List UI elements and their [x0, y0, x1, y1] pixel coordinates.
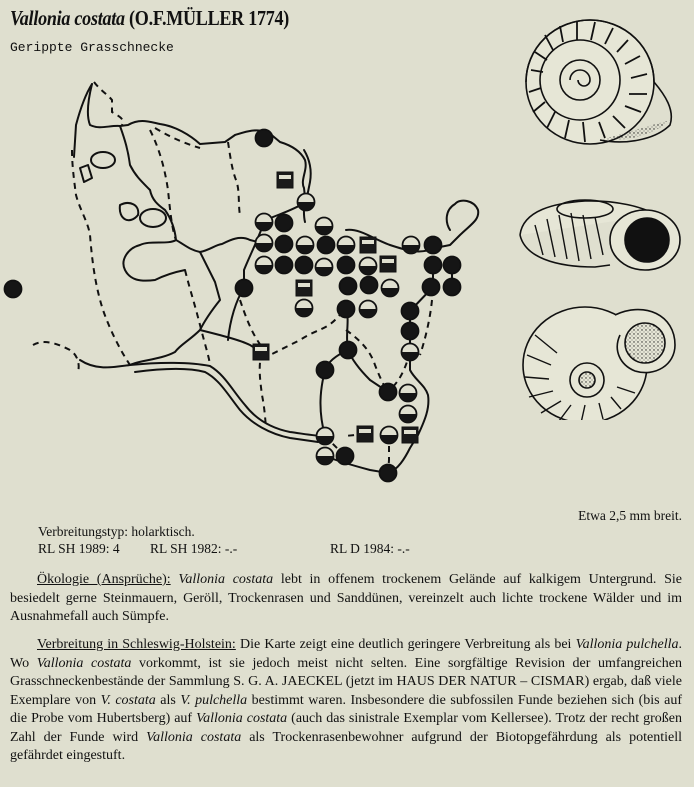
map-symbol-full — [425, 257, 442, 274]
map-symbol-half — [298, 194, 315, 211]
distribution-map — [0, 60, 500, 500]
map-symbol-half — [256, 257, 273, 274]
species-name: Vallonia costata — [36, 655, 132, 671]
map-symbol-full — [444, 279, 461, 296]
map-symbol-square — [380, 256, 396, 272]
map-symbol-full — [5, 281, 22, 298]
red-list-sh-1982: RL SH 1982: -.- — [150, 541, 238, 556]
map-symbol-half — [256, 214, 273, 231]
classification-block — [38, 523, 410, 557]
map-symbol-half — [256, 235, 273, 252]
map-symbol-half — [400, 385, 417, 402]
map-symbol-half — [316, 218, 333, 235]
map-symbol-half — [400, 406, 417, 423]
map-symbol-full — [340, 278, 357, 295]
common-name: Gerippte Grasschnecke — [10, 40, 174, 55]
map-symbol-full — [402, 303, 419, 320]
map-symbol-square — [296, 280, 312, 296]
text: . Wo — [10, 637, 683, 671]
species-latin-name: Vallonia costata — [10, 6, 125, 30]
scale-note: Etwa 2,5 mm breit. — [578, 508, 682, 523]
species-name: V. pulchella — [180, 692, 248, 708]
distribution-heading: Verbreitung in Schleswig-Holstein: — [37, 637, 236, 652]
shell-umbilical-view — [523, 307, 675, 420]
map-symbol-square — [360, 237, 376, 253]
map-symbol-full — [318, 237, 335, 254]
map-symbol-full — [444, 257, 461, 274]
shell-side-view — [520, 200, 680, 270]
map-symbol-full — [361, 277, 378, 294]
map-symbol-square — [253, 344, 269, 360]
map-symbol-full — [236, 280, 253, 297]
map-symbol-half — [360, 301, 377, 318]
map-symbol-full — [338, 301, 355, 318]
text: bestimmt waren. Insbesondere die subfossilen Funde beziehen sich (bis auf die Probe vom Hubertsberg) auf — [10, 692, 682, 726]
map-symbol-square — [357, 426, 373, 442]
text: als — [155, 692, 181, 708]
map-symbols — [5, 130, 461, 482]
shell-top-view — [526, 20, 671, 144]
map-symbol-half — [296, 300, 313, 317]
map-symbol-half — [382, 280, 399, 297]
map-symbol-half — [402, 344, 419, 361]
map-symbol-half — [317, 448, 334, 465]
shell-illustrations — [505, 0, 694, 420]
species-name: Vallonia costata — [178, 572, 274, 587]
map-symbol-full — [276, 257, 293, 274]
map-symbol-full — [256, 130, 273, 147]
text: Die Karte zeigt eine deutlich geringere Verbreitung als bei — [235, 637, 576, 652]
map-symbol-full — [423, 279, 440, 296]
map-symbol-half — [360, 258, 377, 275]
map-symbol-half — [403, 237, 420, 254]
text: vorkommt, ist sie jedoch meist nicht selten. Eine sorgfältige Revision der umfangreichen Grasschneckenbestände der Sammlung S. G. A. JAECKEL (jetzt im HAUS DER NATUR – CISMAR) ergab, daß viele Exemplare von — [10, 655, 682, 708]
map-symbol-full — [425, 237, 442, 254]
text: (auch das sinistrale Exemplar vom Kellersee). Trotz der recht großen Zahl der Funde wird — [10, 711, 682, 745]
map-symbol-full — [337, 448, 354, 465]
map-symbol-half — [338, 237, 355, 254]
species-name: Vallonia costata — [196, 711, 288, 726]
distribution-paragraph — [10, 636, 682, 766]
map-outlines — [74, 84, 478, 473]
species-author: (O.F.MÜLLER 1774) — [129, 6, 290, 30]
map-symbol-full — [402, 323, 419, 340]
map-symbol-full — [380, 465, 397, 482]
species-name: Vallonia costata — [146, 729, 242, 745]
ecology-text: lebt in offenem trockenem Gelände auf kalkigem Untergrund. Sie besiedelt gerne Steinmauern, Geröll, Trockenrasen und Sanddünen, vereinzelt auch lichte trockene Wälder und im Ausnahmefall auch Sümpfe. — [10, 572, 682, 624]
species-name: Vallonia pulchella — [575, 637, 679, 652]
map-symbol-full — [276, 215, 293, 232]
red-list-d-1984: RL D 1984: -.- — [330, 541, 410, 556]
map-symbol-half — [316, 259, 333, 276]
species-name: V. costata — [100, 692, 156, 708]
map-symbol-square — [277, 172, 293, 188]
red-list-row — [38, 540, 410, 557]
map-symbol-half — [317, 428, 334, 445]
map-symbol-half — [297, 237, 314, 254]
map-symbol-full — [296, 257, 313, 274]
map-symbol-full — [380, 384, 397, 401]
species-title — [10, 6, 289, 31]
map-symbol-full — [317, 362, 334, 379]
red-list-sh-1989: RL SH 1989: 4 — [38, 541, 120, 556]
map-symbol-full — [340, 342, 357, 359]
map-symbol-full — [338, 257, 355, 274]
ecology-paragraph — [10, 571, 682, 627]
distribution-type: Verbreitungstyp: holarktisch. — [38, 524, 195, 539]
map-symbol-square — [402, 427, 418, 443]
text: als Trockenrasenbewohner aufgrund der Biotopgefährdung als potentiell gefährdet eingestuft. — [10, 729, 682, 763]
ecology-heading: Ökologie (Ansprüche): — [37, 572, 171, 587]
map-symbol-full — [276, 236, 293, 253]
map-symbol-half — [381, 427, 398, 444]
